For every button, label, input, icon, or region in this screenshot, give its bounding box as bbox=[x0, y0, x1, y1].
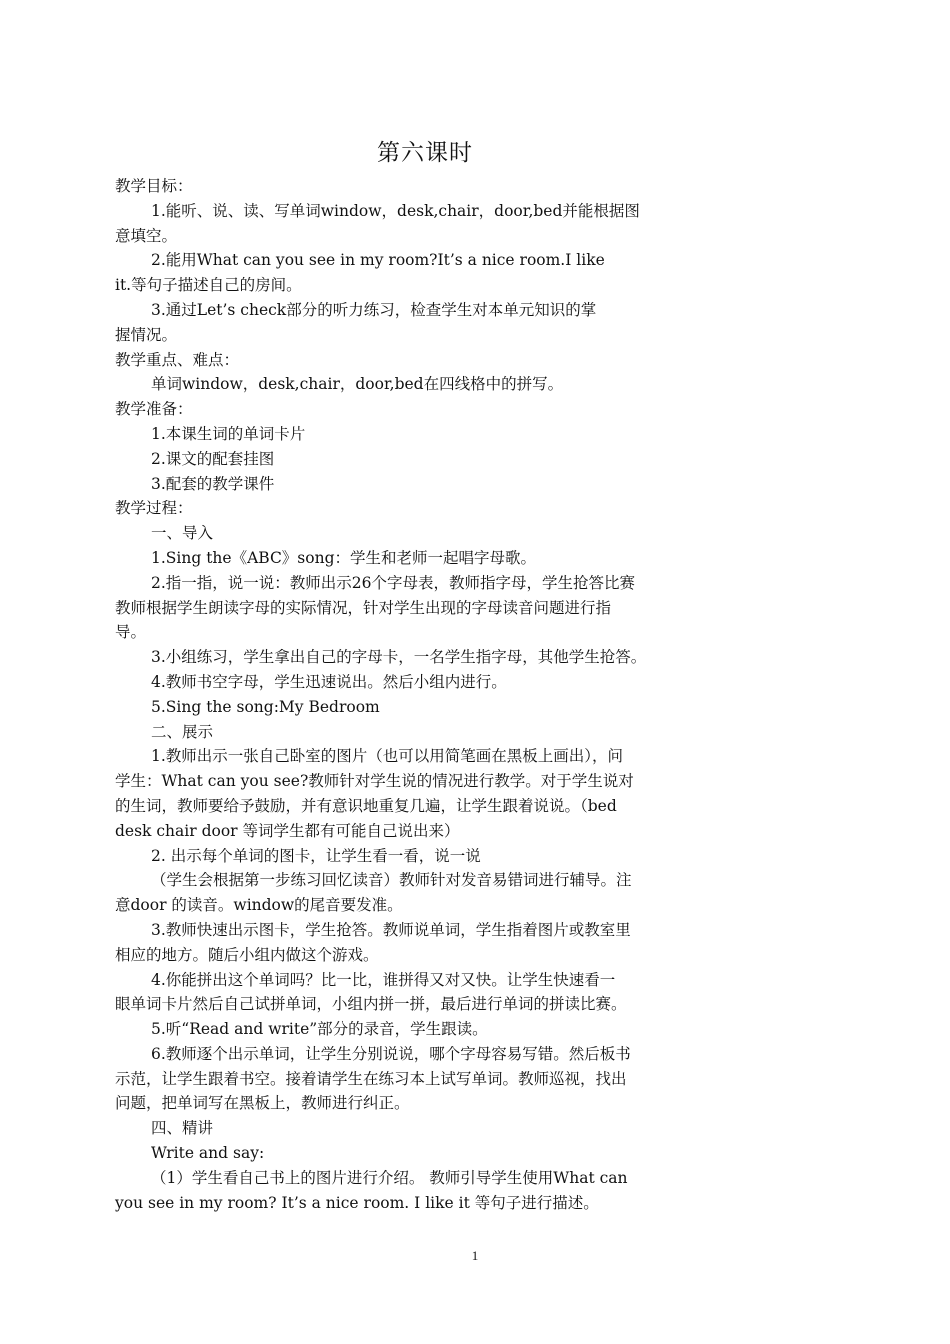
text-line: 眼单词卡片然后自己试拼单词，小组内拼一拼，最后进行单词的拼读比赛。 bbox=[115, 995, 627, 1014]
text-line: 一、导入 bbox=[151, 524, 214, 543]
text-line: 5.听“Read and write”部分的录音，学生跟读。 bbox=[151, 1020, 488, 1039]
text-line: 握情况。 bbox=[115, 325, 178, 344]
text-line: 教学过程： bbox=[115, 499, 193, 518]
text-line: 教师根据学生朗读字母的实际情况，针对学生出现的字母读音问题进行指 bbox=[115, 598, 612, 617]
text-line: 学生：What can you see?教师针对学生说的情况进行教学。对于学生说对 bbox=[115, 772, 634, 791]
text-line: 5.Sing the song:My Bedroom bbox=[151, 697, 380, 716]
text-line: 相应的地方。随后小组内做这个游戏。 bbox=[115, 945, 379, 964]
text-line: desk chair door 等词学生都有可能自己说出来） bbox=[115, 821, 460, 840]
document-title: 第六课时 bbox=[377, 140, 473, 166]
text-line: 教学准备： bbox=[115, 400, 193, 419]
text-line: 导。 bbox=[115, 623, 147, 642]
text-line: 意填空。 bbox=[115, 226, 178, 245]
text-line: it.等句子描述自己的房间。 bbox=[115, 276, 302, 295]
text-line: 6.教师逐个出示单词，让学生分别说说，哪个字母容易写错。然后板书 bbox=[151, 1044, 631, 1063]
page-number: 1 bbox=[471, 1248, 479, 1263]
text-line: （学生会根据第一步练习回忆读音）教师针对发音易错词进行辅导。注 bbox=[151, 871, 632, 890]
text-line: 的生词，教师要给予鼓励，并有意识地重复几遍，让学生跟着说说。（bed bbox=[115, 796, 617, 815]
text-line: 4.你能拼出这个单词吗？比一比，谁拼得又对又快。让学生快速看一 bbox=[151, 970, 616, 989]
text-line: 二、展示 bbox=[151, 722, 214, 741]
text-line: 1.Sing the《ABC》song：学生和老师一起唱字母歌。 bbox=[151, 548, 537, 567]
text-line: 问题，把单词写在黑板上，教师进行纠正。 bbox=[115, 1094, 410, 1113]
text-line: 1.本课生词的单词卡片 bbox=[151, 424, 306, 443]
text-line: you see in my room? It’s a nice room. I like it 等句子进行描述。 bbox=[115, 1193, 599, 1212]
text-line: 示范，让学生跟着书空。接着请学生在练习本上试写单词。教师巡视，找出 bbox=[115, 1069, 627, 1088]
text-line: 意door 的读音。window的尾音要发准。 bbox=[115, 896, 403, 915]
text-line: （1）学生看自己书上的图片进行介绍。 教师引导学生使用What can bbox=[151, 1168, 628, 1187]
text-line: 3.小组练习，学生拿出自己的字母卡，一名学生指字母，其他学生抢答。 bbox=[151, 648, 647, 667]
text-line: 4.教师书空字母，学生迅速说出。然后小组内进行。 bbox=[151, 672, 507, 691]
text-line: 2.能用What can you see in my room?It’s a nice room.I like bbox=[151, 251, 605, 270]
text-line: 2. 出示每个单词的图卡，让学生看一看，说一说 bbox=[151, 846, 481, 865]
text-line: 四、精讲 bbox=[151, 1119, 214, 1138]
text-line: 教学重点、难点： bbox=[115, 350, 240, 369]
text-line: 教学目标： bbox=[115, 177, 193, 195]
text-line: 3.通过Let’s check部分的听力练习，检查学生对本单元知识的掌 bbox=[151, 300, 597, 319]
text-line: 2.指一指，说一说：教师出示26个字母表，教师指字母，学生抢答比赛 bbox=[151, 573, 636, 592]
text-line: Write and say: bbox=[151, 1144, 265, 1163]
text-line: 2.课文的配套挂图 bbox=[151, 449, 275, 468]
text-line: 1.能听、说、读、写单词window，desk,chair，door,bed并能根据图 bbox=[151, 201, 640, 220]
text-line: 3.教师快速出示图卡，学生抢答。教师说单词，学生指着图片或教室里 bbox=[151, 920, 631, 939]
document-body bbox=[115, 174, 735, 1215]
text-line: 3.配套的教学课件 bbox=[151, 474, 275, 493]
text-line: 单词window，desk,chair，door,bed在四线格中的拼写。 bbox=[151, 375, 564, 394]
text-line: 1.教师出示一张自己卧室的图片（也可以用简笔画在黑板上画出），问 bbox=[151, 747, 624, 766]
